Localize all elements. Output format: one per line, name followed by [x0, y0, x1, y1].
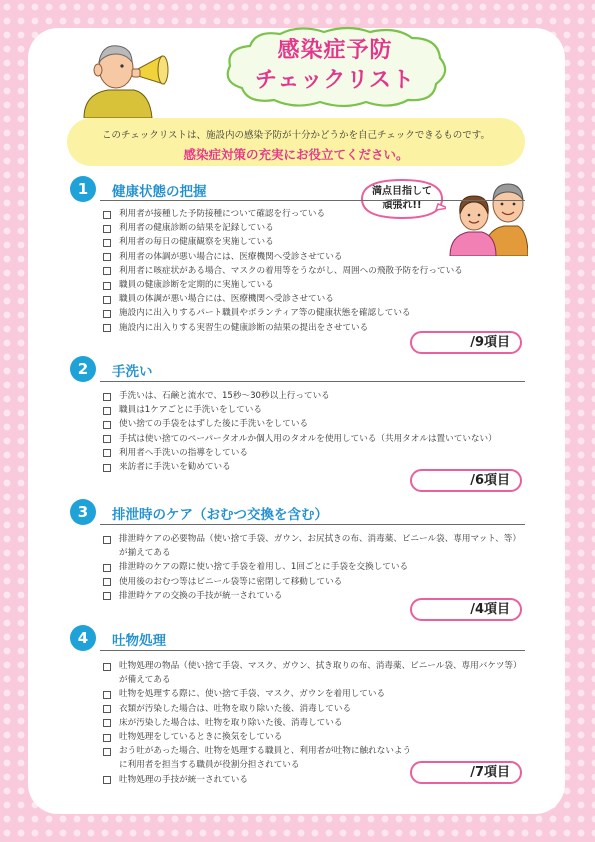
checkbox[interactable]: [103, 719, 111, 727]
checkbox[interactable]: [103, 748, 111, 756]
checkbox[interactable]: [103, 705, 111, 713]
list-item[interactable]: 施設内に出入りする実習生の健康診断の結果の提出をさせている: [103, 321, 463, 335]
checkbox[interactable]: [103, 267, 111, 275]
list-item[interactable]: 利用者の健康診断の結果を記録している: [103, 221, 463, 235]
checkbox[interactable]: [103, 421, 111, 429]
section-2-title: 手洗い: [112, 364, 153, 380]
bubble-line-2: 頑張れ!!: [382, 200, 422, 211]
section-2-number: 2: [70, 356, 96, 382]
section-3-score-box: /4項目: [410, 598, 522, 621]
section-2-divider: [100, 381, 525, 382]
section-1-items: [103, 207, 463, 335]
list-item[interactable]: 吐物処理の物品（使い捨て手袋、マスク、ガウン、拭き取りの布、消毒薬、ビニール袋、専用バケツ等）が備えてある: [103, 659, 529, 687]
checkbox[interactable]: [103, 578, 111, 586]
checkbox[interactable]: [103, 663, 111, 671]
list-item[interactable]: 利用者に咳症状がある場合、マスクの着用等をうながし、周囲への飛散予防を行っている: [103, 264, 463, 278]
list-item[interactable]: 職員の健康診断を定期的に実施している: [103, 278, 463, 292]
section-4-number: 4: [70, 625, 96, 651]
intro-banner: [67, 118, 525, 166]
section-1-number: 1: [70, 176, 96, 202]
list-item[interactable]: 排泄時ケアの交換の手技が統一されている: [103, 589, 529, 603]
section-4-title: 吐物処理: [112, 633, 166, 649]
list-item[interactable]: おう吐があった場合、吐物を処理する職員と、利用者が吐物に触れないように利用者を担当する職員が役割分担されている: [103, 744, 419, 772]
list-item[interactable]: 排泄時のケアの際に使い捨て手袋を着用し、1回ごとに手袋を交換している: [103, 560, 529, 574]
section-3-number: 3: [70, 499, 96, 525]
list-item[interactable]: 利用者へ手洗いの指導をしている: [103, 446, 497, 460]
section-3-title: 排泄時のケア（おむつ交換を含む）: [112, 507, 328, 523]
title-line-1: 感染症予防: [277, 38, 393, 63]
checkbox[interactable]: [103, 253, 111, 261]
list-item[interactable]: 使用後のおむつ等はビニール袋等に密閉して移動している: [103, 575, 529, 589]
title-cloud: [220, 26, 450, 108]
list-item[interactable]: 使い捨ての手袋をはずした後に手洗いをしている: [103, 417, 497, 431]
list-item[interactable]: 床が汚染した場合は、吐物を取り除いた後、消毒している: [103, 716, 529, 730]
list-item[interactable]: 吐物を処理する際に、使い捨て手袋、マスク、ガウンを着用している: [103, 687, 529, 701]
list-item[interactable]: 利用者が接種した予防接種について確認を行っている: [103, 207, 463, 221]
list-item[interactable]: 衣類が汚染した場合は、吐物を取り除いた後、消毒している: [103, 702, 529, 716]
checkbox[interactable]: [103, 324, 111, 332]
checkbox[interactable]: [103, 211, 111, 219]
checkbox[interactable]: [103, 225, 111, 233]
checkbox[interactable]: [103, 435, 111, 443]
list-item[interactable]: 手拭は使い捨てのペーパータオルか個人用のタオルを使用している（共用タオルは置いていない）: [103, 432, 497, 446]
list-item[interactable]: 利用者の毎日の健康観察を実施している: [103, 235, 463, 249]
section-2-score-box: /6項目: [410, 469, 522, 492]
section-4-divider: [100, 650, 525, 651]
section-3-divider: [100, 524, 525, 525]
checkbox[interactable]: [103, 282, 111, 290]
checkbox[interactable]: [103, 296, 111, 304]
section-1-title: 健康状態の把握: [112, 184, 207, 200]
intro-text: このチェックリストは、施設内の感染予防が十分かどうかを自己チェックできるものです。: [102, 130, 490, 141]
checkbox[interactable]: [103, 564, 111, 572]
title-line-2: チェックリスト: [255, 68, 415, 93]
list-item[interactable]: 職員は1ケアごとに手洗いをしている: [103, 403, 497, 417]
checkbox[interactable]: [103, 449, 111, 457]
checkbox[interactable]: [103, 239, 111, 247]
section-1-score-box: /9項目: [410, 331, 522, 354]
checkbox[interactable]: [103, 691, 111, 699]
section-2-items: [103, 389, 497, 474]
list-item[interactable]: 施設内に出入りするパート職員やボランティア等の健康状態を確認している: [103, 306, 463, 320]
bubble-line-1: 満点目指して: [372, 186, 432, 197]
section-3-items: [103, 532, 529, 603]
list-item[interactable]: 吐物処理をしているときに換気をしている: [103, 730, 529, 744]
checkbox[interactable]: [103, 393, 111, 401]
list-item[interactable]: 手洗いは、石鹸と流水で、15秒～30秒以上行っている: [103, 389, 497, 403]
intro-highlight: 感染症対策の充実にお役立てください。: [183, 147, 409, 162]
checkbox[interactable]: [103, 734, 111, 742]
list-item[interactable]: 来訪者に手洗いを勧めている: [103, 460, 497, 474]
section-4-score-box: /7項目: [410, 761, 522, 784]
list-item[interactable]: 利用者の体調が悪い場合には、医療機関へ受診させている: [103, 250, 463, 264]
checkbox[interactable]: [103, 776, 111, 784]
section-1-divider: [100, 200, 525, 201]
checkbox[interactable]: [103, 536, 111, 544]
checkbox[interactable]: [103, 407, 111, 415]
list-item[interactable]: 職員の体調が悪い場合には、医療機関へ受診させている: [103, 292, 463, 306]
checkbox[interactable]: [103, 310, 111, 318]
checkbox[interactable]: [103, 592, 111, 600]
list-item[interactable]: 吐物処理の手技が統一されている: [103, 773, 529, 787]
checkbox[interactable]: [103, 464, 111, 472]
list-item[interactable]: 排泄時ケアの必要物品（使い捨て手袋、ガウン、お尻拭きの布、消毒薬、ビニール袋、専用マット、等）が揃えてある: [103, 532, 529, 560]
megaphone-man-illustration: [76, 36, 186, 118]
